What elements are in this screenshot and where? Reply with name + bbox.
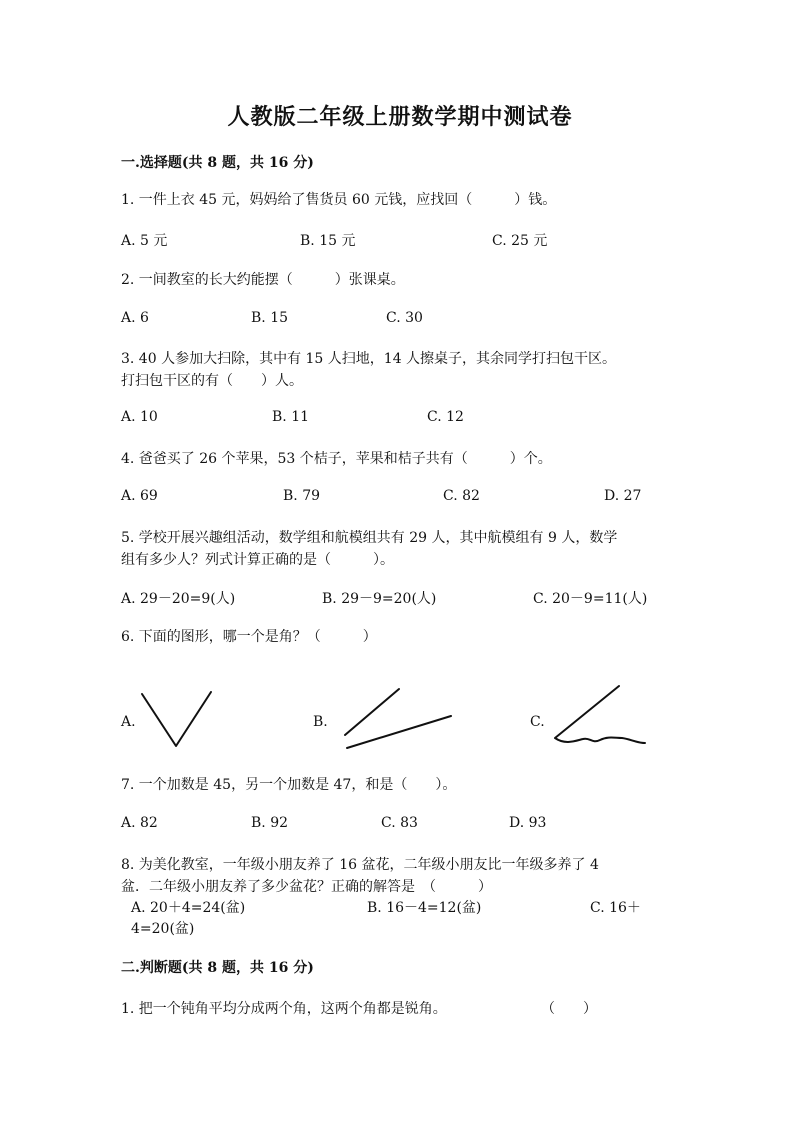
- question-6-option-a: A.: [121, 714, 136, 730]
- question-3-text-line-1: 3. 40 人参加大扫除，其中有 15 人扫地，14 人擦桌子，其余同学打扫包干区。: [121, 351, 617, 367]
- question-5-text-line-1: 5. 学校开展兴趣组活动，数学组和航模组共有 29 人，其中航模组有 9 人，数学: [121, 530, 618, 546]
- question-4-text: 4. 爸爸买了 26 个苹果，53 个桔子，苹果和桔子共有（ ）个。: [121, 451, 552, 467]
- question-1-text: 1. 一件上衣 45 元，妈妈给了售货员 60 元钱，应找回（ ）钱。: [121, 192, 557, 208]
- figure-b-line-upper: [345, 689, 399, 735]
- question-5-text-line-2: 组有多少人？列式计算正确的是（ ）。: [121, 552, 394, 568]
- question-3-option-c: C. 12: [427, 409, 464, 425]
- question-4-option-c: C. 82: [443, 488, 480, 504]
- question-7-option-d: D. 93: [509, 815, 547, 831]
- judgment-1-text: 1. 把一个钝角平均分成两个角，这两个角都是锐角。: [121, 1001, 447, 1017]
- question-5-option-a: A. 29－20=9(人): [121, 591, 236, 607]
- question-6-text: 6. 下面的图形，哪一个是角？（ ）: [121, 629, 377, 645]
- question-2-text: 2. 一间教室的长大约能摆（ ）张课桌。: [121, 272, 405, 288]
- question-8-option-a: A. 20＋4=24(盆): [131, 900, 246, 916]
- question-8-text-line-2: 盆．二年级小朋友养了多少盆花？正确的解答是 （ ）: [121, 879, 492, 895]
- question-1-option-c: C. 25 元: [492, 233, 548, 249]
- question-5-option-b: B. 29－9=20(人): [322, 591, 437, 607]
- question-5-option-c: C. 20－9=11(人): [533, 591, 648, 607]
- question-4-option-d: D. 27: [604, 488, 642, 504]
- question-6-option-c: C.: [530, 714, 545, 730]
- question-8-text-line-1: 8. 为美化教室，一年级小朋友养了 16 盆花，二年级小朋友比一年级多养了 4: [121, 857, 599, 873]
- question-7-option-b: B. 92: [251, 815, 289, 831]
- question-8-option-c: C. 16＋: [590, 900, 641, 916]
- section-heading-judgment: 二.判断题(共 8 题，共 16 分): [121, 960, 314, 976]
- question-7-option-c: C. 83: [381, 815, 418, 831]
- question-2-option-c: C. 30: [386, 310, 423, 326]
- question-2-option-b: B. 15: [251, 310, 289, 326]
- figure-a-angle: [142, 692, 211, 746]
- question-8-option-b: B. 16－4=12(盆): [367, 900, 482, 916]
- question-7-option-a: A. 82: [121, 815, 158, 831]
- page-title: 人教版二年级上册数学期中测试卷: [227, 104, 573, 130]
- section-heading-choice: 一.选择题(共 8 题，共 16 分): [121, 155, 314, 171]
- question-3-option-a: A. 10: [121, 409, 158, 425]
- question-2-option-a: A. 6: [121, 310, 149, 326]
- question-3-text-line-2: 打扫包干区的有（ ）人。: [121, 373, 303, 389]
- question-6-option-b: B.: [313, 714, 328, 730]
- question-4-option-a: A. 69: [121, 488, 158, 504]
- question-4-option-b: B. 79: [283, 488, 321, 504]
- question-1-option-b: B. 15 元: [300, 233, 356, 249]
- question-7-text: 7. 一个加数是 45，另一个加数是 47，和是（ ）。: [121, 777, 457, 793]
- question-1-option-a: A. 5 元: [121, 233, 168, 249]
- question-8-option-c-continuation: 4=20(盆): [131, 921, 195, 937]
- judgment-1-answer-blank: （ ）: [541, 1001, 597, 1017]
- figure-c-shape: [555, 686, 645, 743]
- question-3-option-b: B. 11: [272, 409, 310, 425]
